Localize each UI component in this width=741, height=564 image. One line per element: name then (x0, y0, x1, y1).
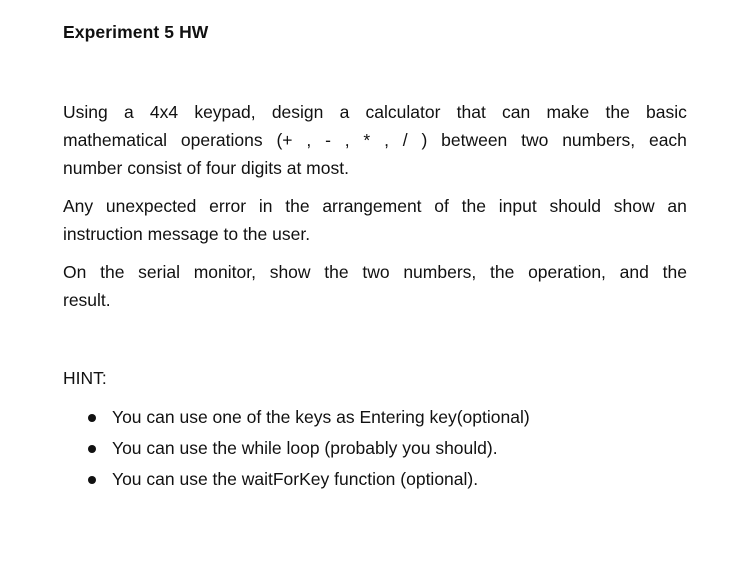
word: input (498, 196, 537, 216)
paragraph-serial-monitor (63, 258, 687, 314)
paragraph-task-line-1 (63, 98, 687, 126)
word: numbers, (562, 130, 636, 150)
word: , (306, 130, 312, 150)
word: keypad, (194, 102, 256, 122)
word: operation, (528, 262, 606, 282)
hint-item-text: You can use the while loop (probably you should). (112, 438, 498, 458)
word: a (123, 102, 134, 122)
word: monitor, (193, 262, 256, 282)
word: - (325, 130, 331, 150)
word: arrangement (322, 196, 422, 216)
word: error (209, 196, 247, 216)
hint-item (88, 433, 530, 464)
word: of (434, 196, 449, 216)
word: make (546, 102, 590, 122)
word: mathematical (63, 130, 168, 150)
paragraph-error-line-1 (63, 192, 687, 220)
paragraph-task-line-3: number consist of four digits at most. (63, 158, 349, 178)
word: show (269, 262, 311, 282)
word: the (490, 262, 515, 282)
word: Any (63, 196, 94, 216)
word: design (271, 102, 324, 122)
word: the (461, 196, 486, 216)
word: unexpected (105, 196, 197, 216)
word: Using (63, 102, 108, 122)
word: numbers, (403, 262, 477, 282)
word: a (339, 102, 350, 122)
word: (+ (276, 130, 293, 150)
word: two (362, 262, 390, 282)
word: 4x4 (149, 102, 179, 122)
word: and (619, 262, 649, 282)
word: , (344, 130, 350, 150)
word: operations (180, 130, 263, 150)
word: the (605, 102, 630, 122)
hint-item (88, 464, 530, 495)
word: * (363, 130, 371, 150)
word: calculator (365, 102, 441, 122)
word: the (324, 262, 349, 282)
word: , (384, 130, 389, 150)
hint-item (88, 402, 530, 433)
paragraph-error-handling (63, 192, 687, 248)
word: between (441, 130, 508, 150)
word: two (521, 130, 549, 150)
bullet-icon (88, 476, 96, 484)
word: an (667, 196, 687, 216)
hint-item-text: You can use one of the keys as Entering key(optional) (112, 407, 530, 427)
bullet-icon (88, 445, 96, 453)
word: ) (421, 130, 428, 150)
paragraph-serial-line-2: result. (63, 290, 111, 310)
word: / (402, 130, 408, 150)
word: the (285, 196, 310, 216)
word: that (456, 102, 486, 122)
word: should (549, 196, 602, 216)
word: can (502, 102, 531, 122)
paragraph-error-line-2: instruction message to the user. (63, 224, 311, 244)
word: in (258, 196, 273, 216)
document-title: Experiment 5 HW (63, 22, 209, 42)
word: show (613, 196, 655, 216)
hint-item-text: You can use the waitForKey function (optional). (112, 469, 479, 489)
paragraph-task (63, 98, 687, 182)
paragraph-task-line-2 (63, 126, 687, 154)
word: serial (138, 262, 180, 282)
hint-list (88, 402, 530, 495)
word: the (662, 262, 687, 282)
hint-label: HINT: (63, 368, 107, 388)
word: On (63, 262, 87, 282)
bullet-icon (88, 414, 96, 422)
word: the (100, 262, 125, 282)
word: basic (646, 102, 687, 122)
word: each (648, 130, 687, 150)
paragraph-serial-line-1 (63, 258, 687, 286)
